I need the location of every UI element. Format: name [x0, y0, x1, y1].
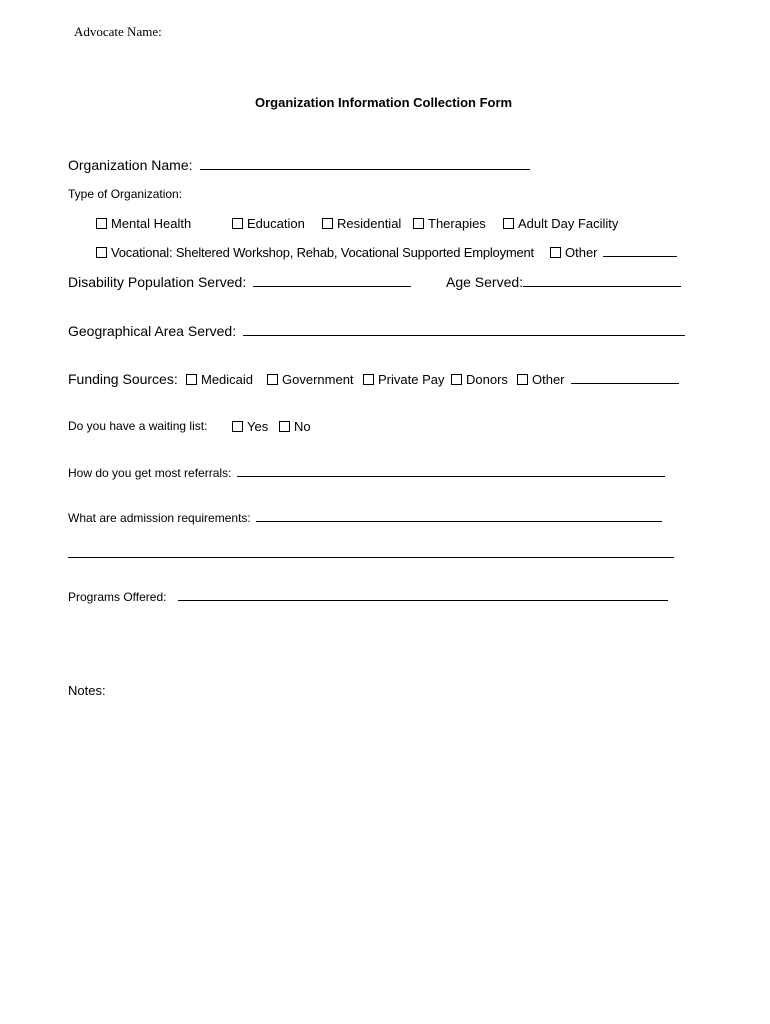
type-option-therapies[interactable]: Therapies [413, 216, 486, 231]
type-of-organization-label: Type of Organization: [68, 187, 183, 201]
disability-row [68, 274, 411, 290]
referrals-row [68, 465, 665, 480]
disability-population-field[interactable] [253, 275, 411, 287]
admission-requirements-label: What are admission requirements: [68, 511, 251, 525]
checkbox[interactable] [96, 218, 107, 229]
funding-sources-label: Funding Sources: [68, 371, 178, 387]
funding-option-other[interactable]: Other [517, 372, 679, 387]
programs-offered-label: Programs Offered: [68, 590, 167, 604]
type-option-mental-health[interactable]: Mental Health [96, 216, 191, 231]
org-name-label: Organization Name: [68, 157, 193, 173]
checkbox[interactable] [517, 374, 528, 385]
funding-option-medicaid[interactable]: Medicaid [186, 372, 253, 387]
admission-requirements-continuation-line[interactable] [68, 545, 674, 558]
funding-option-private-pay[interactable]: Private Pay [363, 372, 444, 387]
geographical-area-label: Geographical Area Served: [68, 323, 237, 339]
admission-requirements-field[interactable] [256, 510, 662, 522]
checkbox[interactable] [363, 374, 374, 385]
checkbox[interactable] [267, 374, 278, 385]
checkbox[interactable] [322, 218, 333, 229]
checkbox[interactable] [232, 218, 243, 229]
age-served-label: Age Served: [446, 274, 524, 290]
disability-population-label: Disability Population Served: [68, 274, 247, 290]
checkbox[interactable] [503, 218, 514, 229]
geo-row [68, 323, 685, 339]
waiting-option-yes[interactable]: Yes [232, 419, 268, 434]
type-option-other[interactable]: Other [550, 245, 677, 260]
funding-option-government[interactable]: Government [267, 372, 354, 387]
waiting-option-no[interactable]: No [279, 419, 311, 434]
checkbox[interactable] [96, 247, 107, 258]
checkbox[interactable] [413, 218, 424, 229]
age-served-field[interactable] [523, 275, 681, 287]
checkbox[interactable] [550, 247, 561, 258]
type-option-adult-day-facility[interactable]: Adult Day Facility [503, 216, 618, 231]
checkbox[interactable] [232, 421, 243, 432]
checkbox[interactable] [186, 374, 197, 385]
type-option-education[interactable]: Education [232, 216, 305, 231]
checkbox[interactable] [451, 374, 462, 385]
admission-row [68, 510, 662, 525]
funding-other-field[interactable] [571, 372, 679, 384]
referrals-label: How do you get most referrals: [68, 466, 232, 480]
org-name-field[interactable] [200, 158, 530, 170]
type-option-residential[interactable]: Residential [322, 216, 401, 231]
notes-label: Notes: [68, 683, 106, 698]
referrals-field[interactable] [237, 465, 665, 477]
programs-offered-field[interactable] [178, 589, 668, 601]
waiting-list-label: Do you have a waiting list: [68, 419, 208, 433]
checkbox[interactable] [279, 421, 290, 432]
geographical-area-field[interactable] [243, 324, 685, 336]
type-other-field[interactable] [603, 245, 677, 257]
type-option-vocational[interactable]: Vocational: Sheltered Workshop, Rehab, Vocational Supported Employment [96, 245, 534, 260]
funding-option-donors[interactable]: Donors [451, 372, 508, 387]
form-title: Organization Information Collection Form [255, 95, 513, 110]
age-row [446, 274, 681, 290]
org-name-row [68, 157, 530, 173]
advocate-name-label: Advocate Name: [74, 24, 162, 39]
programs-row [68, 589, 668, 604]
